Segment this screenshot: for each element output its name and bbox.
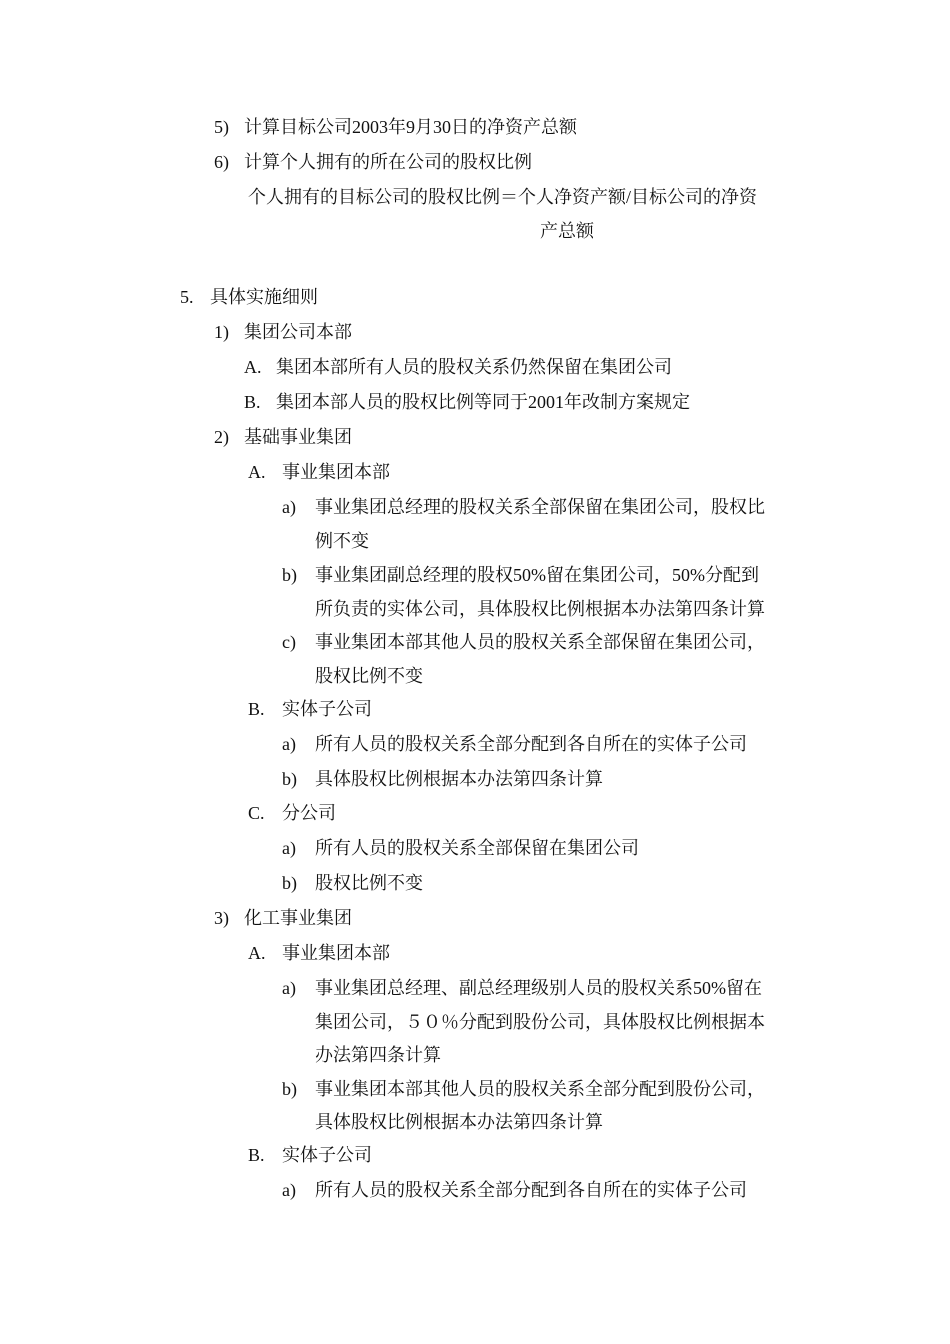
list-item-text: 事业集团总经理、副总经理级别人员的股权关系50%留在 bbox=[315, 978, 762, 998]
list-item-text: 股权比例不变 bbox=[315, 873, 423, 893]
list-marker: 6) bbox=[214, 152, 229, 172]
list-item-text: 计算个人拥有的所在公司的股权比例 bbox=[244, 152, 532, 172]
list-item-text: 集团本部所有人员的股权关系仍然保留在集团公司 bbox=[276, 357, 672, 377]
list-marker: B. bbox=[244, 392, 261, 412]
list-marker: 1) bbox=[214, 322, 229, 342]
list-item-text: 集团公司，５０％分配到股份公司，具体股权比例根据本 bbox=[315, 1012, 765, 1032]
list-item-text: 所负责的实体公司，具体股权比例根据本办法第四条计算 bbox=[315, 599, 765, 619]
list-item-text: 事业集团本部其他人员的股权关系全部分配到股份公司， bbox=[315, 1079, 765, 1099]
list-item-text: 所有人员的股权关系全部分配到各自所在的实体子公司 bbox=[315, 1180, 747, 1200]
list-marker: 3) bbox=[214, 908, 229, 928]
list-marker: b) bbox=[282, 873, 297, 893]
list-marker: a) bbox=[282, 734, 296, 754]
list-marker: a) bbox=[282, 497, 296, 517]
list-marker: a) bbox=[282, 978, 296, 998]
formula-line: 个人拥有的目标公司的股权比例＝个人净资产额/目标公司的净资 bbox=[248, 187, 757, 207]
list-item-text: 具体股权比例根据本办法第四条计算 bbox=[315, 769, 603, 789]
list-item-text: 股权比例不变 bbox=[315, 666, 423, 686]
list-item-text: 计算目标公司2003年9月30日的净资产总额 bbox=[244, 117, 577, 137]
list-marker: b) bbox=[282, 769, 297, 789]
section-title: 具体实施细则 bbox=[210, 287, 318, 307]
list-item-text: 所有人员的股权关系全部保留在集团公司 bbox=[315, 838, 639, 858]
list-item-title: 分公司 bbox=[282, 803, 336, 823]
list-marker: A. bbox=[244, 357, 262, 377]
list-item-title: 实体子公司 bbox=[282, 1145, 372, 1165]
list-item-text: 事业集团总经理的股权关系全部保留在集团公司，股权比 bbox=[315, 497, 765, 517]
list-marker: a) bbox=[282, 838, 296, 858]
list-item-title: 事业集团本部 bbox=[282, 943, 390, 963]
list-marker: A. bbox=[248, 462, 266, 482]
section-number: 5. bbox=[180, 287, 194, 307]
list-item-text: 事业集团副总经理的股权50%留在集团公司，50%分配到 bbox=[315, 565, 759, 585]
list-marker: 2) bbox=[214, 427, 229, 447]
list-item-title: 实体子公司 bbox=[282, 699, 372, 719]
list-item-text: 事业集团本部其他人员的股权关系全部保留在集团公司， bbox=[315, 632, 765, 652]
list-item-text: 例不变 bbox=[315, 531, 369, 551]
subsection-title: 集团公司本部 bbox=[244, 322, 352, 342]
list-item-text: 所有人员的股权关系全部分配到各自所在的实体子公司 bbox=[315, 734, 747, 754]
list-item-text: 具体股权比例根据本办法第四条计算 bbox=[315, 1112, 603, 1132]
list-marker: A. bbox=[248, 943, 266, 963]
list-marker: B. bbox=[248, 699, 265, 719]
list-marker: B. bbox=[248, 1145, 265, 1165]
list-marker: b) bbox=[282, 1079, 297, 1099]
list-marker: C. bbox=[248, 803, 265, 823]
subsection-title: 基础事业集团 bbox=[244, 427, 352, 447]
list-marker: c) bbox=[282, 632, 296, 652]
formula-line: 产总额 bbox=[540, 221, 594, 241]
list-marker: b) bbox=[282, 565, 297, 585]
subsection-title: 化工事业集团 bbox=[244, 908, 352, 928]
list-item-title: 事业集团本部 bbox=[282, 462, 390, 482]
list-item-text: 集团本部人员的股权比例等同于2001年改制方案规定 bbox=[276, 392, 690, 412]
list-item-text: 办法第四条计算 bbox=[315, 1045, 441, 1065]
list-marker: 5) bbox=[214, 117, 229, 137]
list-marker: a) bbox=[282, 1180, 296, 1200]
